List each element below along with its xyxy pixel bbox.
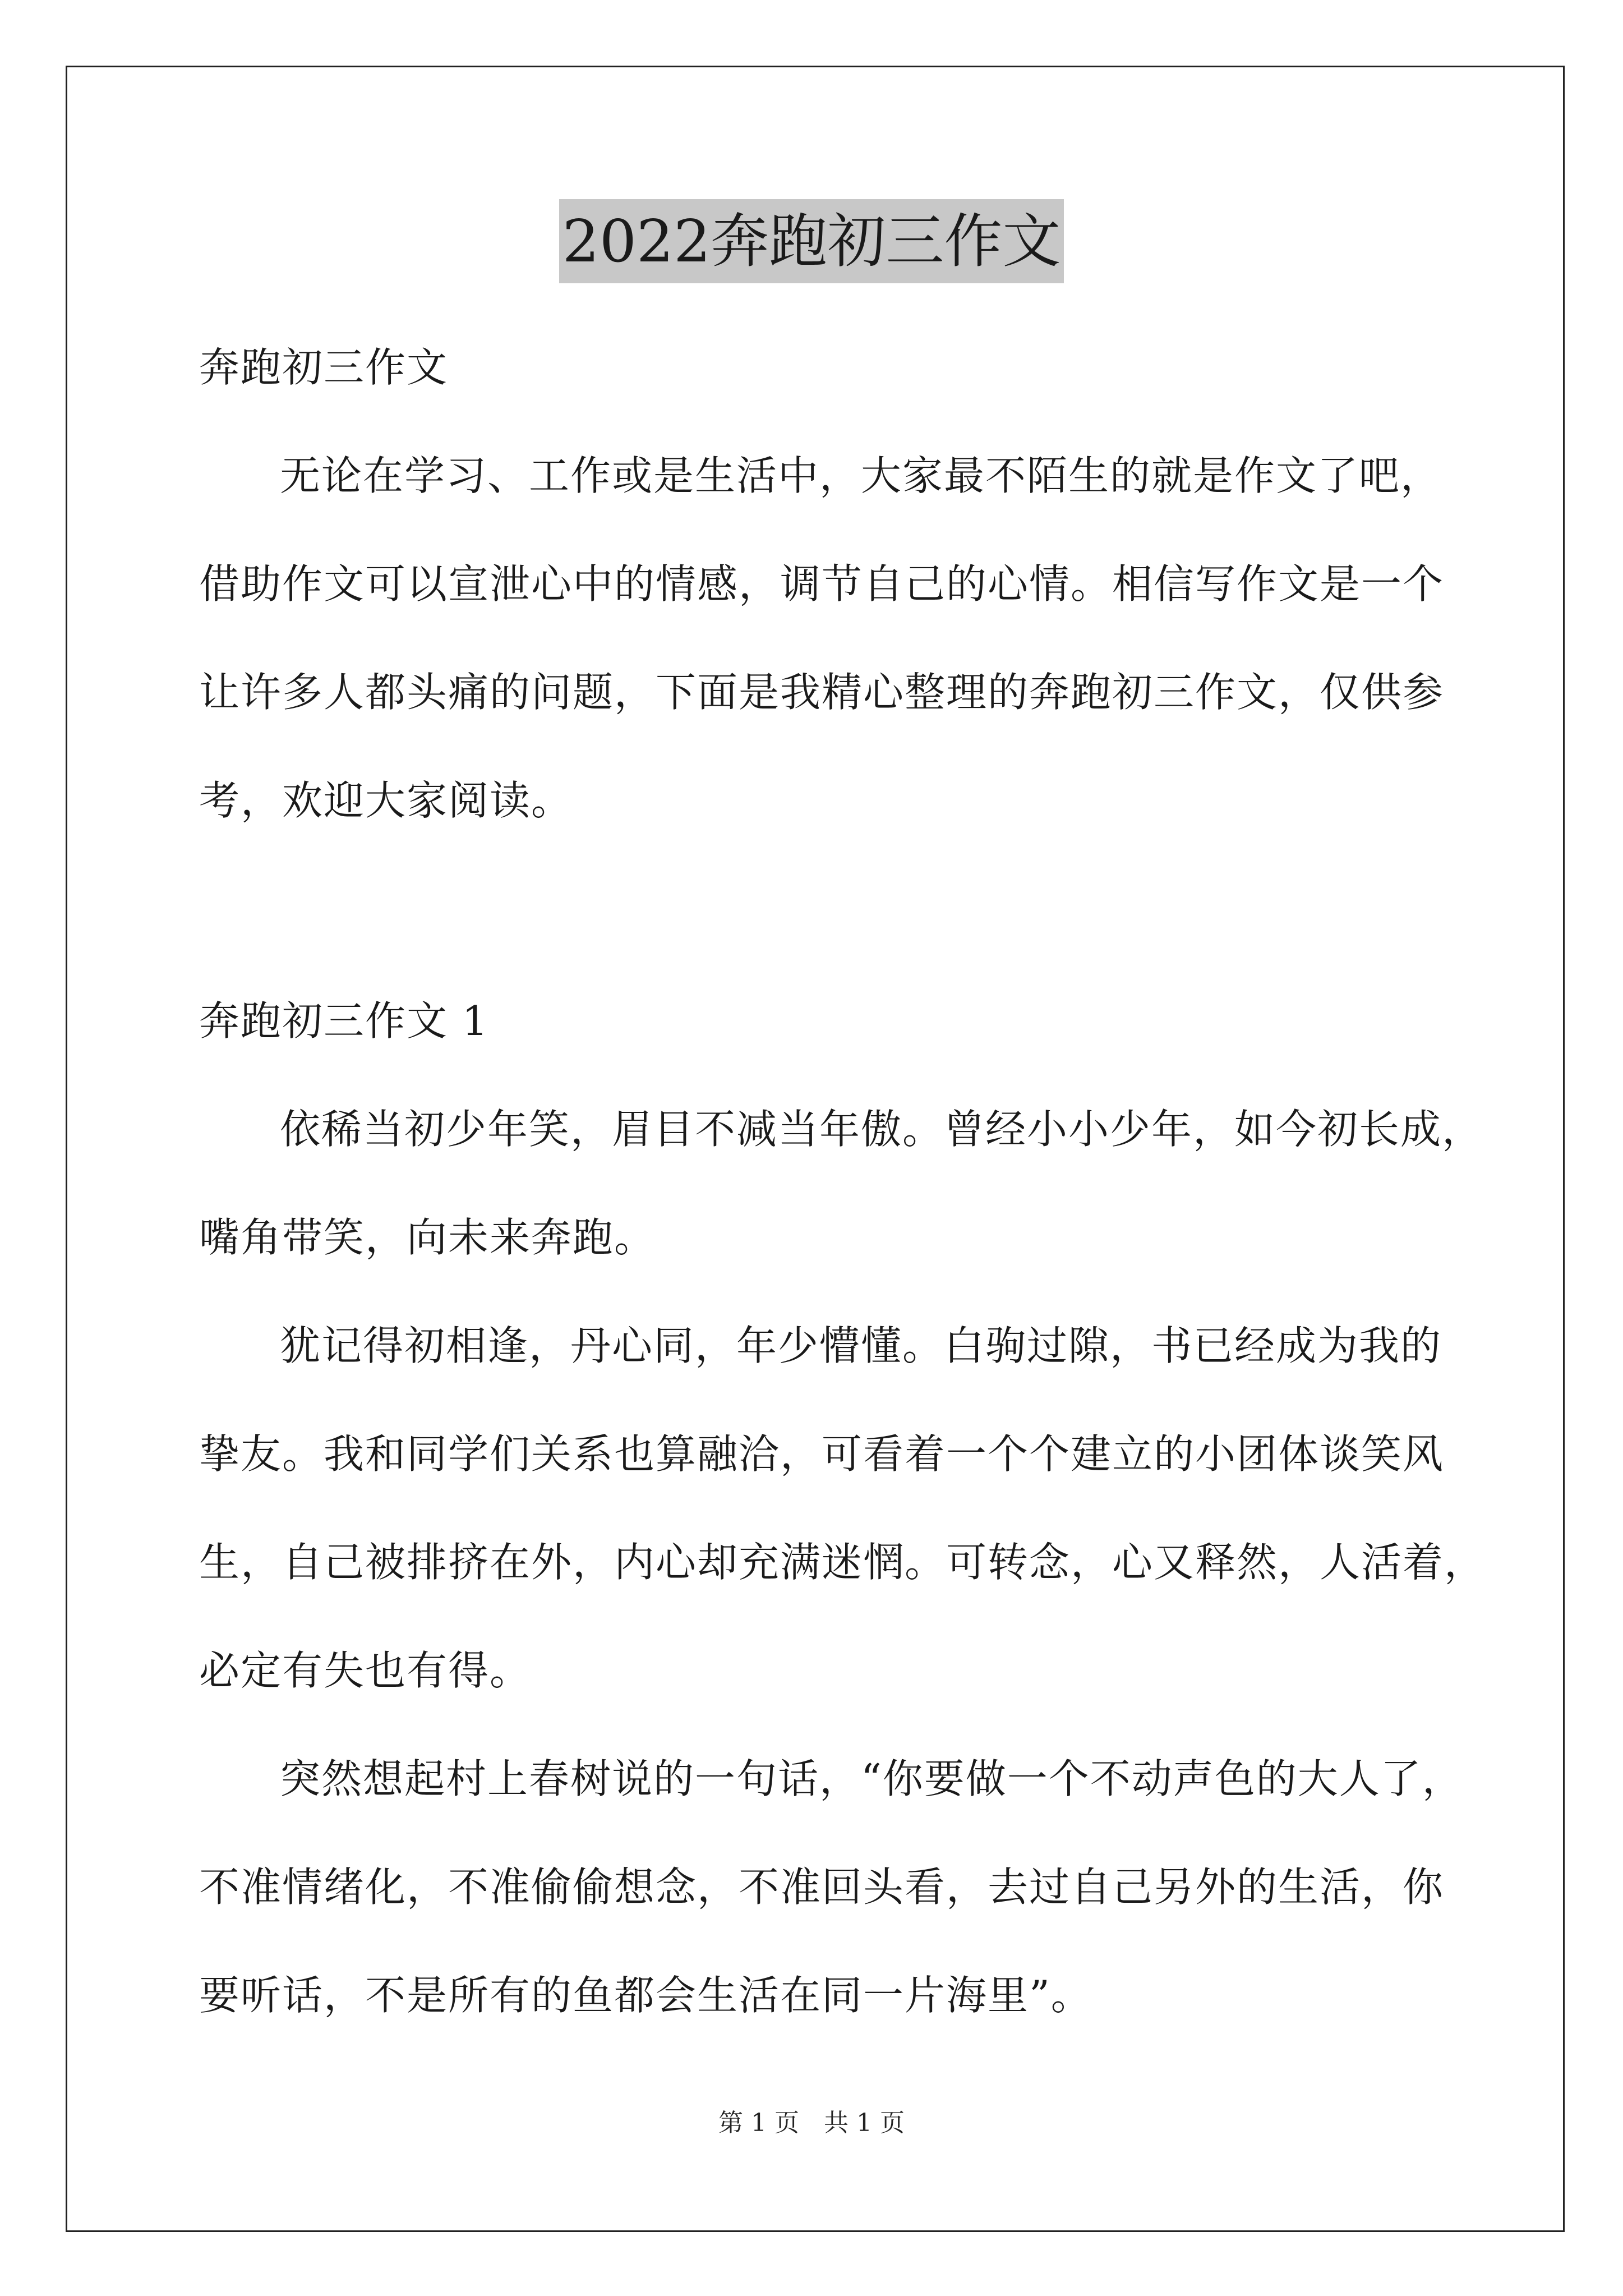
- paragraph-line: 嘴角带笑，向未来奔跑。: [199, 1214, 656, 1261]
- page-number-current: 第 1 页: [718, 2109, 799, 2137]
- paragraph-line: 不准情绪化，不准偷偷想念，不准回头看，去过自己另外的生活，你: [199, 1864, 1445, 1911]
- document-title: 2022奔跑初三作文: [559, 199, 1064, 283]
- page-number-total: 共 1 页: [824, 2109, 905, 2137]
- paragraph-line: 必定有失也有得。: [199, 1647, 532, 1694]
- title-block: [0, 199, 1623, 283]
- paragraph-line: 生，自己被排挤在外，内心却充满迷惘。可转念，心又释然，人活着，: [199, 1539, 1486, 1586]
- section-heading: 奔跑初三作文 1: [199, 997, 489, 1045]
- paragraph-line: 考，欢迎大家阅读。: [199, 777, 573, 824]
- section-heading: 奔跑初三作文: [199, 344, 449, 391]
- paragraph-line: 无论在学习、工作或是生活中，大家最不陌生的就是作文了吧，: [280, 452, 1442, 499]
- page-footer: [0, 2106, 1623, 2140]
- paragraph-line: 挚友。我和同学们关系也算融洽，可看着一个个建立的小团体谈笑风: [199, 1430, 1445, 1478]
- paragraph-line: 让许多人都头痛的问题，下面是我精心整理的奔跑初三作文，仅供参: [199, 669, 1445, 716]
- paragraph-line: 犹记得初相逢，丹心同，年少懵懂。白驹过隙，书已经成为我的: [280, 1322, 1442, 1369]
- paragraph-line: 要听话，不是所有的鱼都会生活在同一片海里”。: [199, 1972, 1092, 2019]
- paragraph-line: 借助作文可以宣泄心中的情感，调节自己的心情。相信写作文是一个: [199, 560, 1445, 608]
- paragraph-line: 依稀当初少年笑，眉目不减当年傲。曾经小小少年，如今初长成，: [280, 1106, 1484, 1153]
- paragraph-line: 突然想起村上春树说的一句话，“你要做一个不动声色的大人了，: [280, 1755, 1464, 1802]
